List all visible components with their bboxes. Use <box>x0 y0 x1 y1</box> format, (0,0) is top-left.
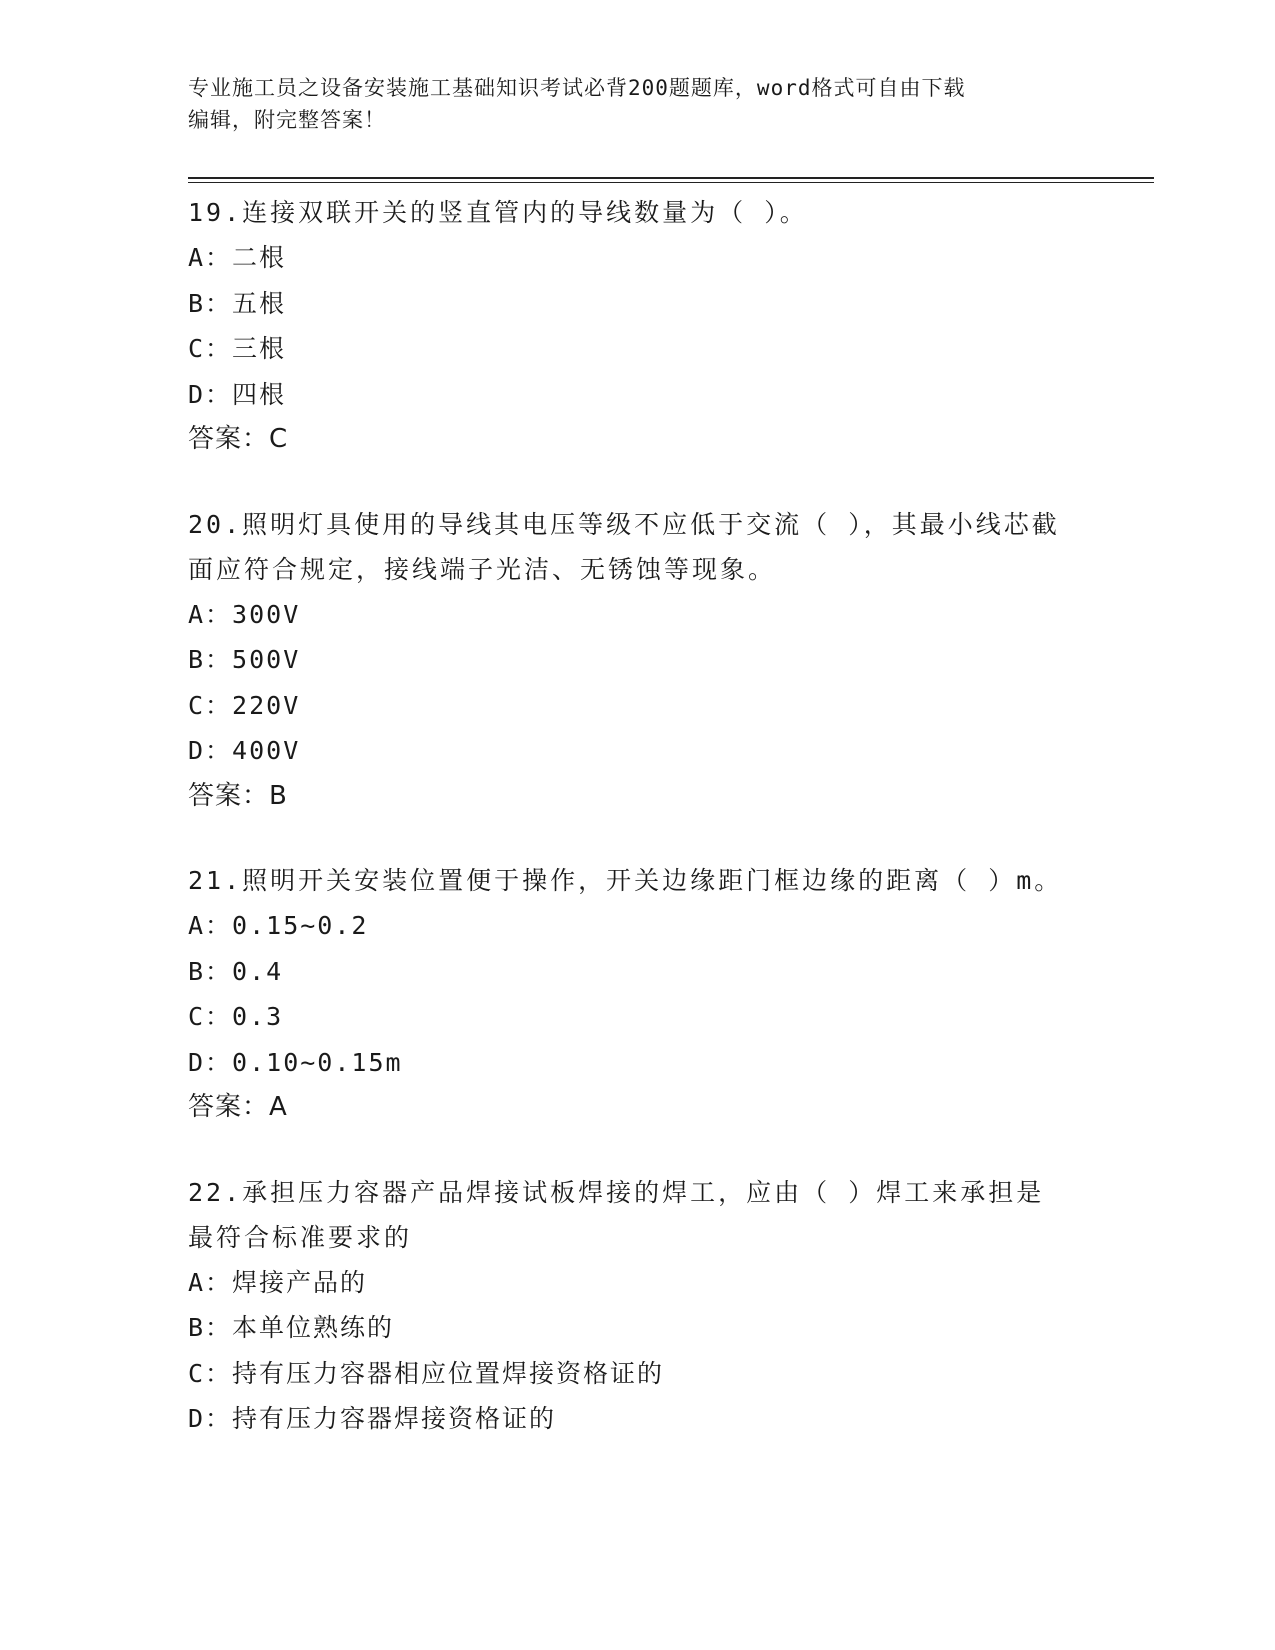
header-divider-secondary <box>188 182 1154 183</box>
header-line-1: 专业施工员之设备安装施工基础知识考试必背200题题库，word格式可自由下载 <box>188 76 966 100</box>
answer: 答案：A <box>188 1092 288 1122</box>
question-text: 20.照明灯具使用的导线其电压等级不应低于交流（ ），其最小线芯截面应符合规定，接线端子光洁、无锈蚀等现象。 <box>188 509 1060 584</box>
spacer <box>188 463 1068 502</box>
option-a: A：二根 <box>188 243 287 272</box>
option-b: B：0.4 <box>188 956 284 986</box>
option-d: D：四根 <box>188 379 287 409</box>
option-d: D：0.10~0.15m <box>188 1047 403 1077</box>
question-list <box>188 190 1068 1442</box>
document-header <box>188 72 1068 136</box>
option-a: A：300V <box>188 599 301 629</box>
answer: 答案：B <box>188 780 288 811</box>
option-b: B：五根 <box>188 288 287 318</box>
option-c: C：0.3 <box>188 1002 284 1031</box>
option-c: C：220V <box>188 690 301 720</box>
option-b: B：500V <box>188 645 301 674</box>
header-divider <box>188 177 1154 179</box>
option-c: C：三根 <box>188 334 287 363</box>
option-c: C：持有压力容器相应位置焊接资格证的 <box>188 1358 665 1388</box>
header-line-2: 编辑，附完整答案！ <box>188 108 386 132</box>
question-text: 21.照明开关安装位置便于操作，开关边缘距门框边缘的距离（ ）m。 <box>188 866 1063 895</box>
answer: 答案：C <box>188 424 289 454</box>
option-d: D：持有压力容器焊接资格证的 <box>188 1404 557 1433</box>
question-text: 19.连接双联开关的竖直管内的导线数量为（ ）。 <box>188 198 808 227</box>
question-22 <box>188 1170 1068 1442</box>
option-b: B：本单位熟练的 <box>188 1313 395 1342</box>
spacer <box>188 819 1068 858</box>
option-d: D：400V <box>188 736 301 765</box>
question-text: 22.承担压力容器产品焊接试板焊接的焊工，应由（ ）焊工来承担是最符合标准要求的 <box>188 1177 1045 1252</box>
question-21 <box>188 858 1068 1131</box>
question-20 <box>188 502 1068 820</box>
spacer <box>188 1131 1068 1170</box>
option-a: A：焊接产品的 <box>188 1267 368 1297</box>
option-a: A：0.15~0.2 <box>188 911 369 940</box>
question-19 <box>188 190 1068 463</box>
